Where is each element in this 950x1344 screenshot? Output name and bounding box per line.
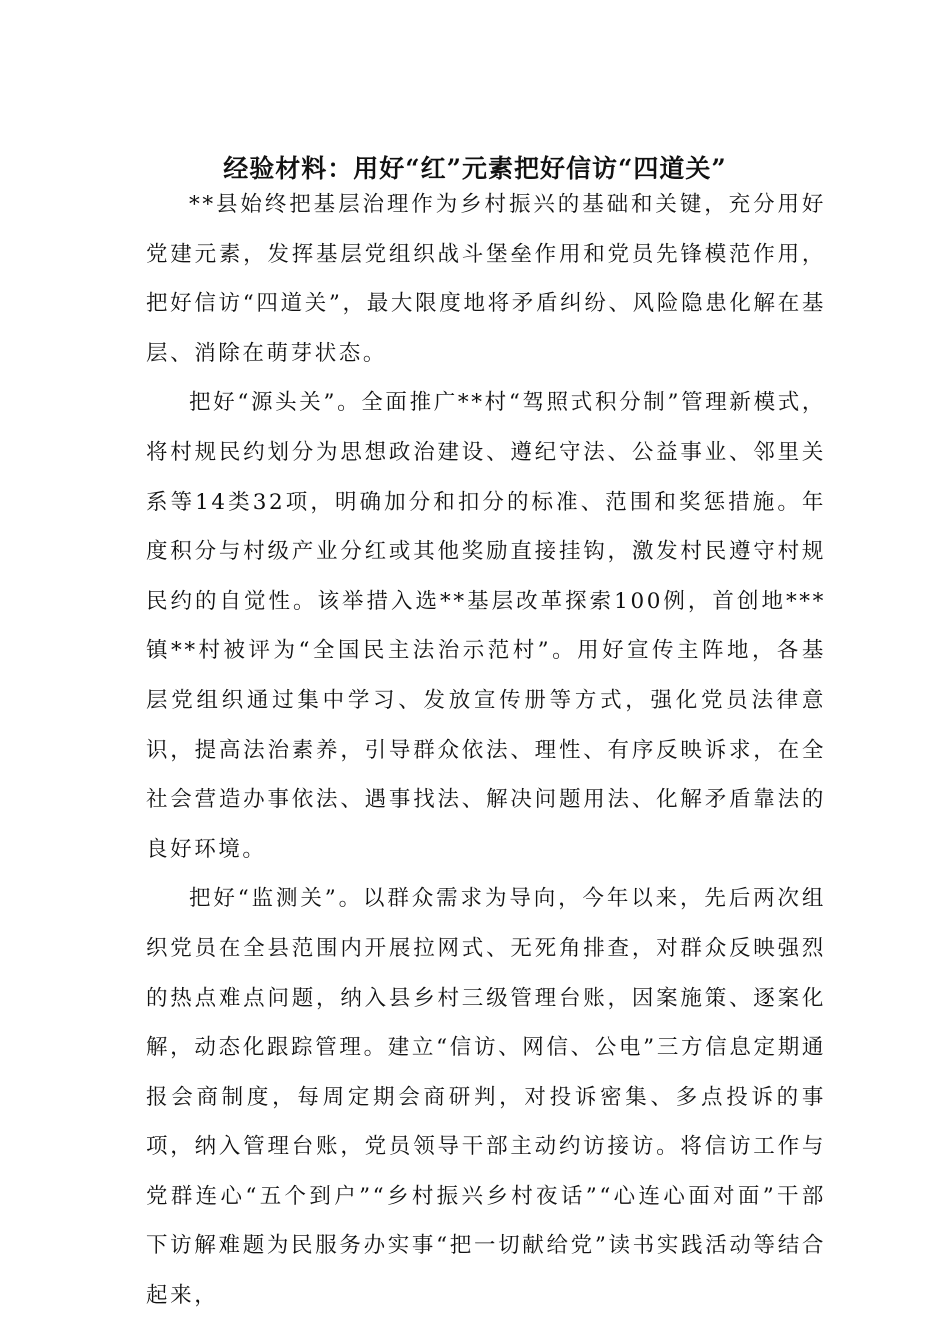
paragraph-source-gate: 把好“源头关”。全面推广**村“驾照式积分制”管理新模式，将村规民约划分为思想政治建设、遵纪守法、公益事业、邻里关系等14类32项，明确加分和扣分的标准、范围和奖惩措施。年度积分与村级产业分红或其他奖励直接挂钩，激发村民遵守村规民约的自觉性。该举措入选**基层改革探索100例，首创地***镇**村被评为“全国民主法治示范村”。用好宣传主阵地，各基层党组织通过集中学习、发放宣传册等方式，强化党员法律意识，提高法治素养，引导群众依法、理性、有序反映诉求，在全社会营造办事依法、遇事找法、解决问题用法、化解矛盾靠法的良好环境。 [146, 390, 826, 862]
document-title: 经验材料：用好“红”元素把好信访“四道关” [223, 153, 727, 183]
document-body [146, 180, 826, 1321]
paragraph-monitoring-gate: 把好“监测关”。以群众需求为导向，今年以来，先后两次组织党员在全县范围内开展拉网式、无死角排查，对群众反映强烈的热点难点问题，纳入县乡村三级管理台账，因案施策、逐案化解，动态化跟踪管理。建立“信访、网信、公电”三方信息定期通报会商制度，每周定期会商研判，对投诉密集、多点投诉的事项，纳入管理台账，党员领导干部主动约访接访。将信访工作与党群连心“五个到户”“乡村振兴乡村夜话”“心连心面对面”干部下访解难题为民服务办实事“把一切献给党”读书实践活动等结合起来， [146, 886, 826, 1309]
paragraph-intro: **县始终把基层治理作为乡村振兴的基础和关键，充分用好党建元素，发挥基层党组织战斗堡垒作用和党员先锋模范作用，把好信访“四道关”，最大限度地将矛盾纠纷、风险隐患化解在基层、消除在萌芽状态。 [146, 192, 826, 366]
